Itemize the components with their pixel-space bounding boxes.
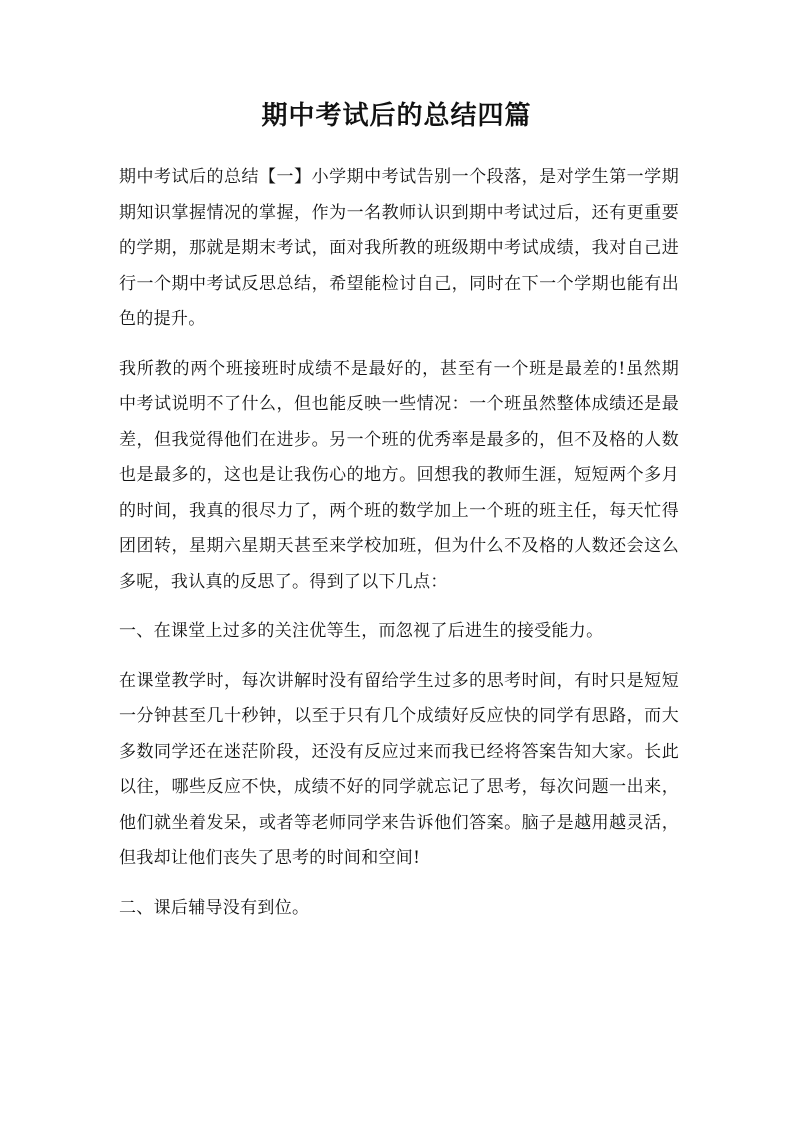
paragraph-summary-one-intro: 期中考试后的总结【一】小学期中考试告别一个段落，是对学生第一学期期知识掌握情况的掌握，作为一名教师认识到期中考试过后，还有更重要的学期，那就是期末考试，面对我所教的班级期中考试成绩，我对自己进行一个期中考试反思总结，希望能检讨自己，同时在下一个学期也能有出色的提升。: [119, 167, 679, 329]
paragraph-point-two-heading: 二、课后辅导没有到位。: [119, 897, 310, 918]
paragraph-point-one-heading: 一、在课堂上过多的关注优等生，而忽视了后进生的接受能力。: [119, 621, 604, 641]
paragraph-class-situation: 我所教的两个班接班时成绩不是最好的，甚至有一个班是最差的!虽然期中考试说明不了什么，但也能反映一些情况：一个班虽然整体成绩还是最差，但我觉得他们在进步。另一个班的优秀率是最多的，但不及格的人数也是最多的，这也是让我伤心的地方。回想我的教师生涯，短短两个多月的时间，我真的很尽力了，两个班的数学加上一个班的班主任，每天忙得团团转，星期六星期天甚至来学校加班，但为什么不及格的人数还会这么多呢，我认真的反思了。得到了以下几点：: [119, 358, 679, 592]
paragraph-point-one-detail: 在课堂教学时，每次讲解时没有留给学生过多的思考时间，有时只是短短一分钟甚至几十秒钟，以至于只有几个成绩好反应快的同学有思路，而大多数同学还在迷茫阶段，还没有反应过来而我已经将答案告知大家。长此以往，哪些反应不快，成绩不好的同学就忘记了思考，每次问题一出来，他们就坐着发呆，或者等老师同学来告诉他们答案。脑子是越用越灵活，但我却让他们丧失了思考的时间和空间!: [119, 670, 679, 868]
document-title: 期中考试后的总结四篇: [261, 101, 532, 131]
document-body: [119, 160, 679, 940]
